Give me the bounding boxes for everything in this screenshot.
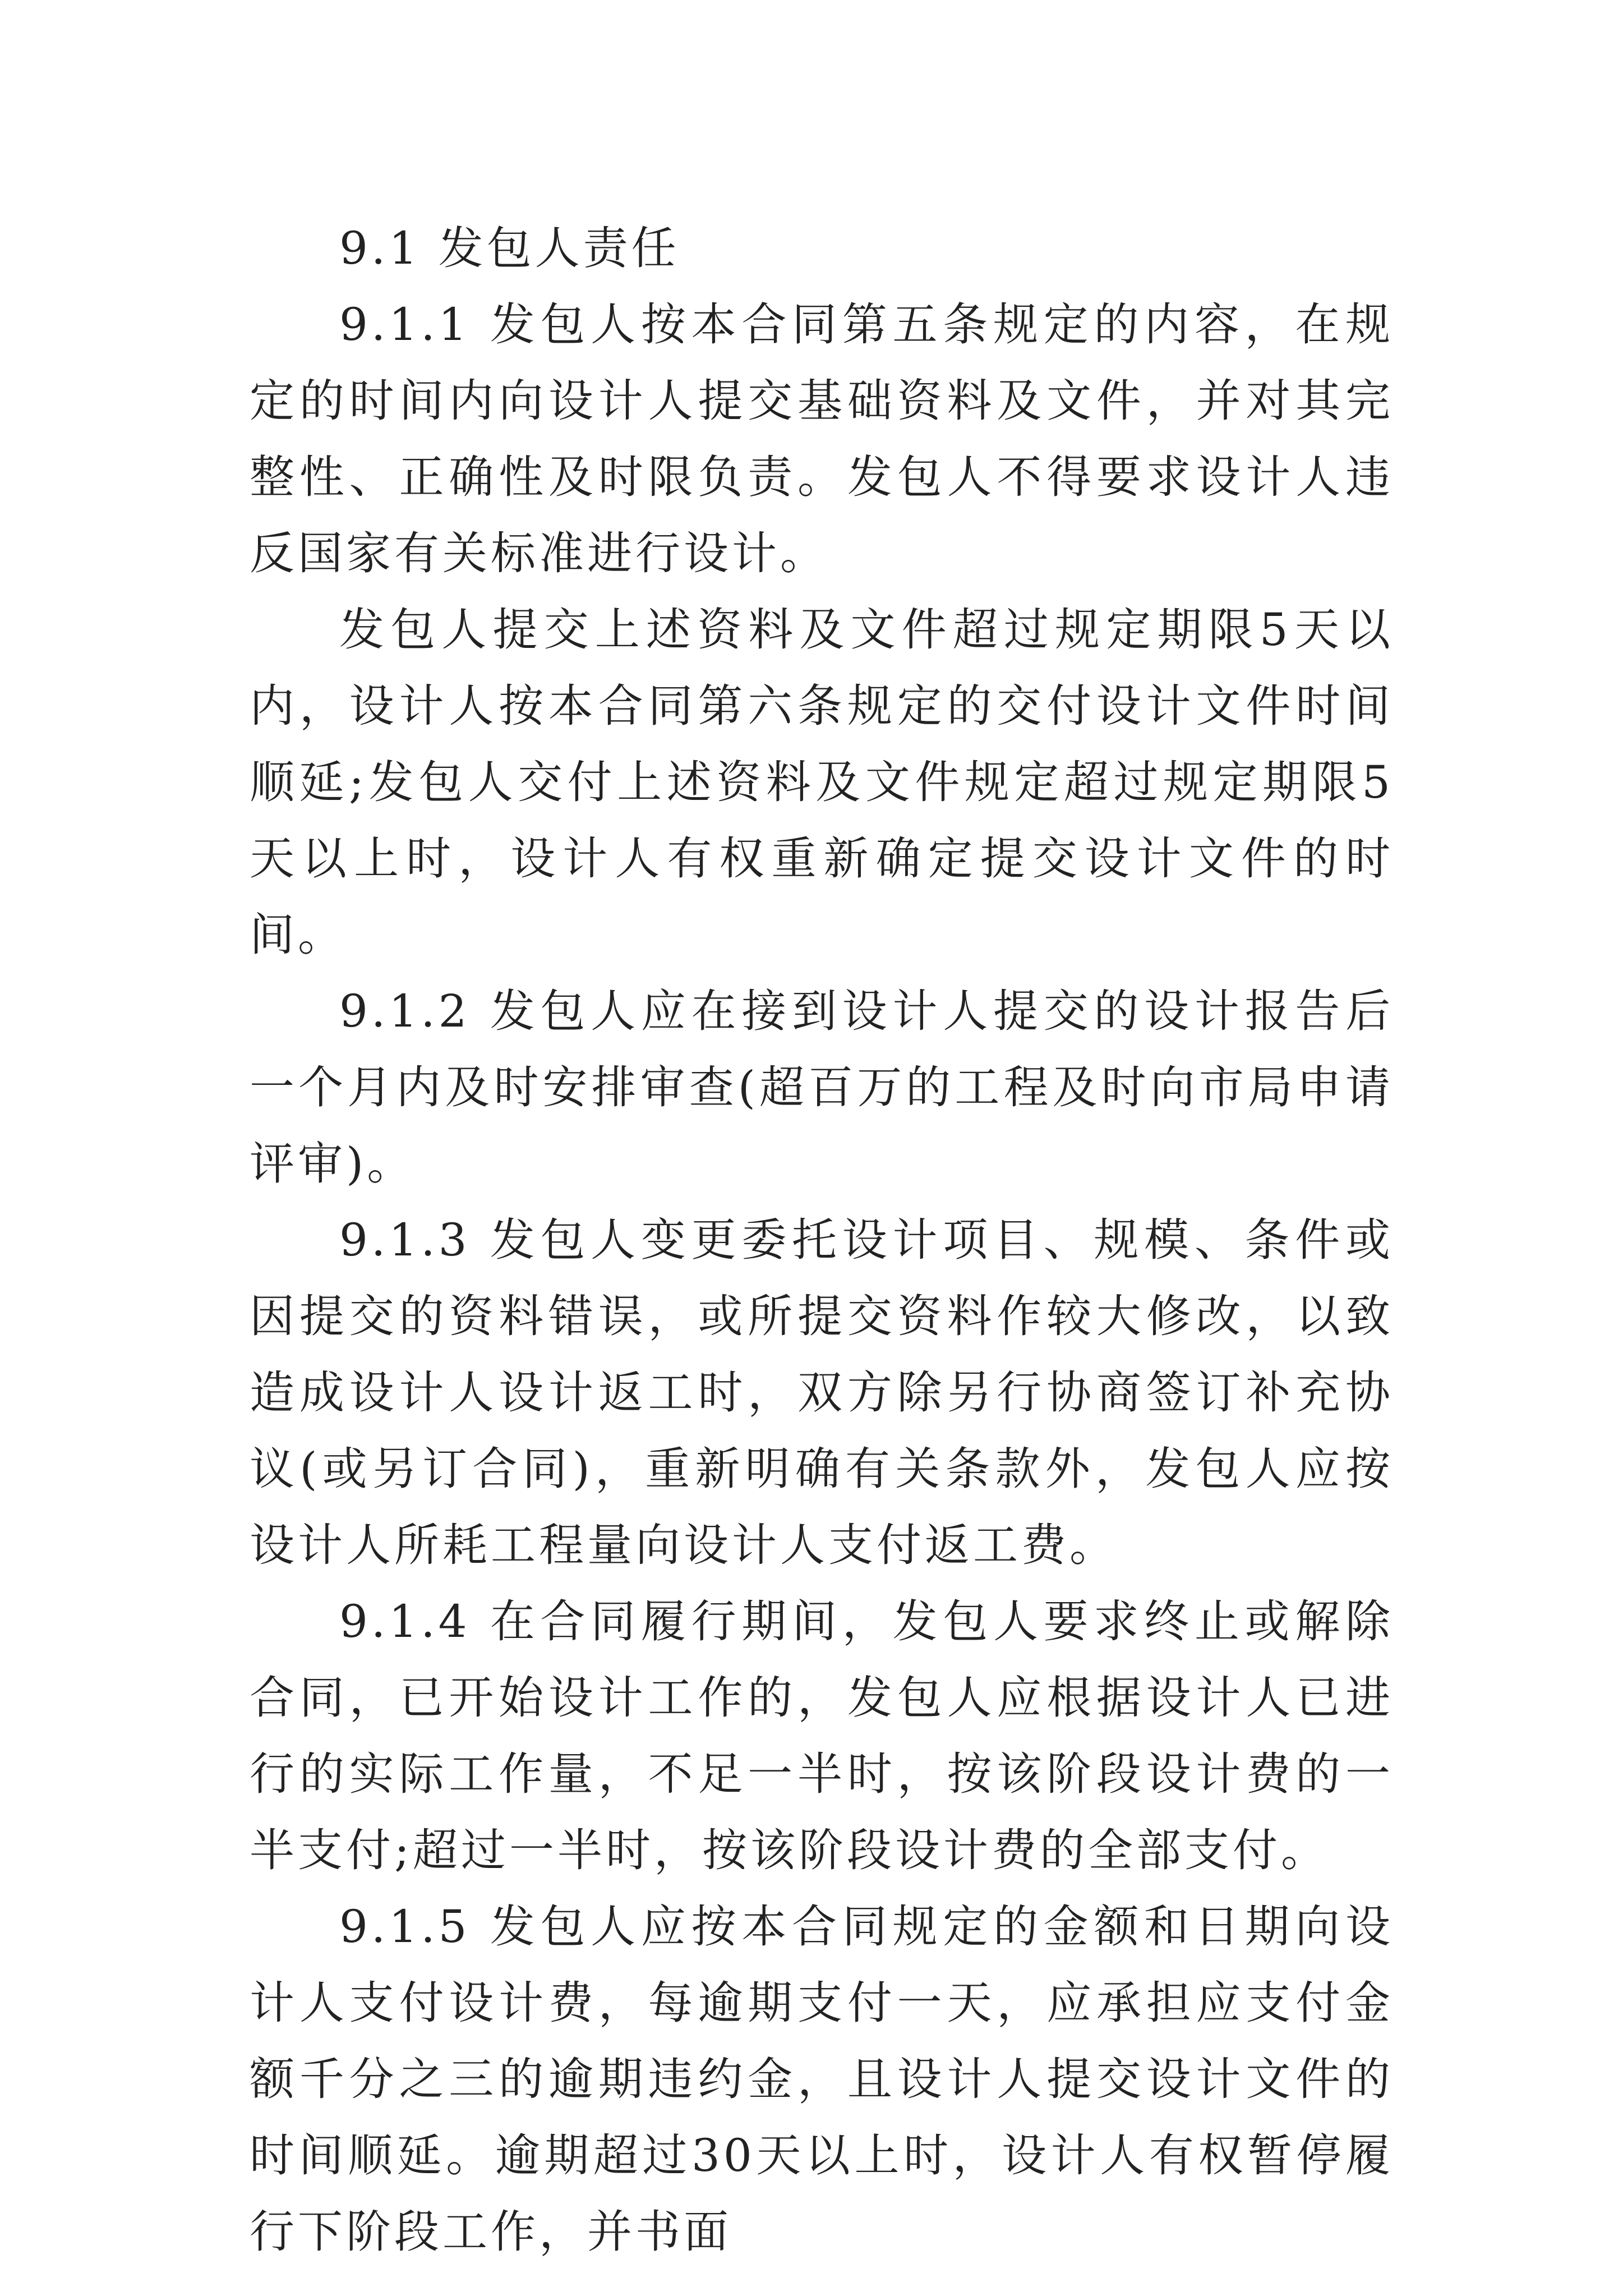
document-body xyxy=(250,210,1394,2270)
clause-9-1-1: 9.1.1 发包人按本合同第五条规定的内容，在规定的时间内向设计人提交基础资料及文件，并对其完整性、正确性及时限负责。发包人不得要求设计人违反国家有关标准进行设计。 xyxy=(250,298,1394,579)
clause-9-1-2: 9.1.2 发包人应在接到设计人提交的设计报告后一个月内及时安排审查(超百万的工程及时向市局申请评审)。 xyxy=(250,985,1394,1190)
clause-9-1-5: 9.1.5 发包人应按本合同规定的金额和日期向设计人支付设计费，每逾期支付一天，应承担应支付金额千分之三的逾期违约金，且设计人提交设计文件的时间顺延。逾期超过30天以上时，设计人有权暂停履行下阶段工作，并书面 xyxy=(250,1901,1394,2258)
clause-9-1-1-continued: 发包人提交上述资料及文件超过规定期限5天以内，设计人按本合同第六条规定的交付设计文件时间顺延;发包人交付上述资料及文件规定超过规定期限5天以上时，设计人有权重新确定提交设计文件的时间。 xyxy=(250,604,1394,961)
clause-9-1-3: 9.1.3 发包人变更委托设计项目、规模、条件或因提交的资料错误，或所提交资料作较大修改，以致造成设计人设计返工时，双方除另行协商签订补充协议(或另订合同)，重新明确有关条款外，发包人应按设计人所耗工程量向设计人支付返工费。 xyxy=(250,1214,1394,1571)
section-heading: 9.1 发包人责任 xyxy=(339,222,680,274)
clause-9-1-4: 9.1.4 在合同履行期间，发包人要求终止或解除合同，已开始设计工作的，发包人应根据设计人已进行的实际工作量，不足一半时，按该阶段设计费的一半支付;超过一半时，按该阶段设计费的全部支付。 xyxy=(250,1595,1394,1876)
